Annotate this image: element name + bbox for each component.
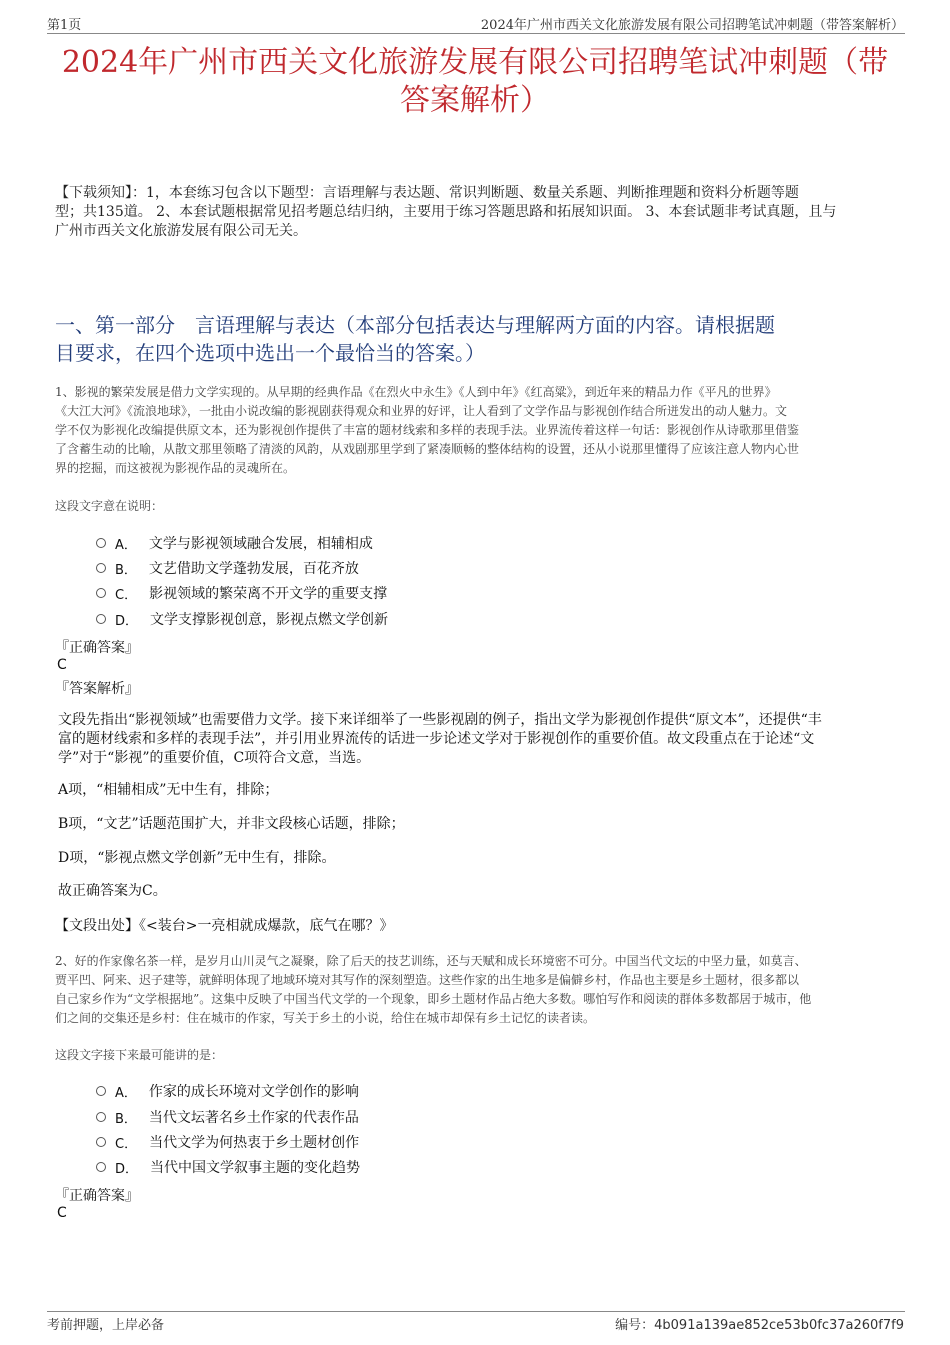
option-letter: C． xyxy=(115,587,138,603)
analysis-line: 文段先指出“影视领域”也需要借力文学。接下来详细举了一些影视剧的例子，指出文学为影视创作提供“原文本”，还提供“丰 xyxy=(58,712,822,728)
footer-slogan: 考前押题，上岸必备 xyxy=(47,1318,165,1333)
radio-icon[interactable] xyxy=(96,588,106,598)
q2-option-b[interactable] xyxy=(96,1107,359,1127)
question-2-prompt: 这段文字接下来最可能讲的是： xyxy=(55,1048,224,1062)
stem-line: 贾平凹、阿来、迟子建等，就鲜明体现了地域环境对其写作的深刻塑造。这些作家的出生地多是偏僻乡村，作品也主要是乡土题材，很多都以 xyxy=(55,973,800,987)
q1-option-a[interactable] xyxy=(96,533,373,553)
page-number: 第1页 xyxy=(47,18,82,33)
section-heading-line: 目要求，在四个选项中选出一个最恰当的答案。） xyxy=(55,341,485,365)
option-text: 影视领域的繁荣离不开文学的重要支撑 xyxy=(149,586,388,602)
stem-line: 们之间的交集还是乡村：住在城市的作家，写关于乡土的小说，给住在城市却保有乡土记忆的读者读。 xyxy=(55,1011,596,1025)
question-1-stem xyxy=(55,383,900,478)
q2-option-a[interactable] xyxy=(96,1081,359,1101)
header-rule xyxy=(47,33,905,34)
q1-analysis xyxy=(58,711,898,768)
radio-icon[interactable] xyxy=(96,1112,106,1122)
analysis-line: 富的题材线索和多样的表现手法”，并引用业界流传的话进一步论述文学对于影视创作的重要价值。故文段重点在于论述“文 xyxy=(58,731,815,747)
stem-line: 界的挖掘，而这被视为影视作品的灵魂所在。 xyxy=(55,461,296,475)
running-title: 2024年广州市西关文化旅游发展有限公司招聘笔试冲刺题（带答案解析） xyxy=(480,18,904,33)
q2-answer: C xyxy=(57,1205,67,1221)
option-letter: D． xyxy=(115,613,139,629)
page-title-line1: 2024年广州市西关文化旅游发展有限公司招聘笔试冲刺题（带 xyxy=(61,45,889,80)
page-title xyxy=(40,44,910,120)
footer-rule xyxy=(47,1311,905,1312)
option-text: 作家的成长环境对文学创作的影响 xyxy=(148,1084,359,1100)
download-notice xyxy=(55,184,900,241)
q1-conclusion: 故正确答案为C。 xyxy=(58,883,167,899)
stem-line: 《大江大河》《流浪地球》，一批由小说改编的影视剧获得观众和业界的好评，让人看到了文学作品与影视创作结合所迸发出的动人魅力。文 xyxy=(55,404,788,418)
stem-line: 了含蓄生动的比喻，从散文那里领略了清淡的风韵，从戏剧那里学到了紧凑顺畅的整体结构的设置，还从小说那里懂得了应该注意人物内心世 xyxy=(55,442,800,456)
q1-option-c[interactable] xyxy=(96,583,387,603)
radio-icon[interactable] xyxy=(96,1137,106,1147)
radio-icon[interactable] xyxy=(96,1162,106,1172)
analysis-line: 学”对于“影视”的重要价值，C项符合文意，当选。 xyxy=(58,750,371,766)
section-heading-line: 一、第一部分 言语理解与表达（本部分包括表达与理解两方面的内容。请根据题 xyxy=(55,313,775,337)
stem-line: 学不仅为影视化改编提供原文本，还为影视创作提供了丰富的题材线索和多样的表现手法。业界流传着这样一句话：影视创作从诗歌那里借鉴 xyxy=(55,423,800,437)
option-text: 文学支撑影视创意，影视点燃文学创新 xyxy=(150,612,389,628)
q1-answer: C xyxy=(57,657,67,673)
notice-line: 广州市西关文化旅游发展有限公司无关。 xyxy=(55,223,307,239)
q1-explain-b: B项，“文艺”话题范围扩大，并非文段核心话题，排除； xyxy=(58,816,405,832)
radio-icon[interactable] xyxy=(96,538,106,548)
radio-icon[interactable] xyxy=(96,614,106,624)
radio-icon[interactable] xyxy=(96,1086,106,1096)
q1-explain-d: D项，“影视点燃文学创新”无中生有，排除。 xyxy=(58,850,336,866)
option-text: 当代中国文学叙事主题的变化趋势 xyxy=(150,1160,361,1176)
stem-line: 2、好的作家像名茶一样，是岁月山川灵气之凝聚，除了后天的技艺训练，还与天赋和成长环境密不可分。中国当代文坛的中坚力量，如莫言、 xyxy=(55,954,807,968)
option-letter: B． xyxy=(115,562,137,578)
option-letter: A． xyxy=(115,1085,137,1101)
option-letter: C． xyxy=(115,1136,138,1152)
q1-option-b[interactable] xyxy=(96,558,359,578)
q2-option-c[interactable] xyxy=(96,1132,359,1152)
q1-answer-label: 『正确答案』 xyxy=(55,640,139,656)
radio-icon[interactable] xyxy=(96,563,106,573)
question-1-prompt: 这段文字意在说明： xyxy=(55,499,164,513)
option-text: 文艺借助文学蓬勃发展，百花齐放 xyxy=(148,561,359,577)
option-letter: A． xyxy=(115,537,137,553)
option-text: 文学与影视领域融合发展，相辅相成 xyxy=(148,536,373,552)
option-text: 当代文学为何热衷于乡土题材创作 xyxy=(149,1135,360,1151)
notice-line: 型；共135道。 2、本套试题根据常见招考题总结归纳，主要用于练习答题思路和拓展知识面。 3、本套试题非考试真题，且与 xyxy=(55,204,837,220)
document-id: 编号：4b091a139ae852ce53b0fc37a260f7f9 xyxy=(615,1318,904,1333)
q1-analysis-label: 『答案解析』 xyxy=(55,681,139,697)
q1-explain-a: A项，“相辅相成”无中生有，排除； xyxy=(58,782,279,798)
q1-source: 【文段出处】《<装台>一亮相就成爆款，底气在哪？》 xyxy=(55,918,394,934)
page-title-line2: 答案解析） xyxy=(400,83,550,118)
stem-line: 自己家乡作为“文学根据地”。这集中反映了中国当代文学的一个现象，即乡土题材作品占绝大多数。哪怕写作和阅读的群体多数都居于城市，他 xyxy=(55,992,812,1006)
q2-answer-label: 『正确答案』 xyxy=(55,1188,139,1204)
option-text: 当代文坛著名乡土作家的代表作品 xyxy=(148,1110,359,1126)
question-2-stem xyxy=(55,952,900,1028)
q2-option-d[interactable] xyxy=(96,1157,360,1177)
q1-option-d[interactable] xyxy=(96,609,388,629)
stem-line: 1、影视的繁荣发展是借力文学实现的。从早期的经典作品《在烈火中永生》《人到中年》《红高粱》，到近年来的精品力作《平凡的世界》 xyxy=(55,385,777,399)
option-letter: D． xyxy=(115,1161,139,1177)
section-heading xyxy=(55,311,905,367)
notice-line: 【下载须知】：1，本套练习包含以下题型：言语理解与表达题、常识判断题、数量关系题、判断推理题和资料分析题等题 xyxy=(55,185,799,201)
option-letter: B． xyxy=(115,1111,137,1127)
